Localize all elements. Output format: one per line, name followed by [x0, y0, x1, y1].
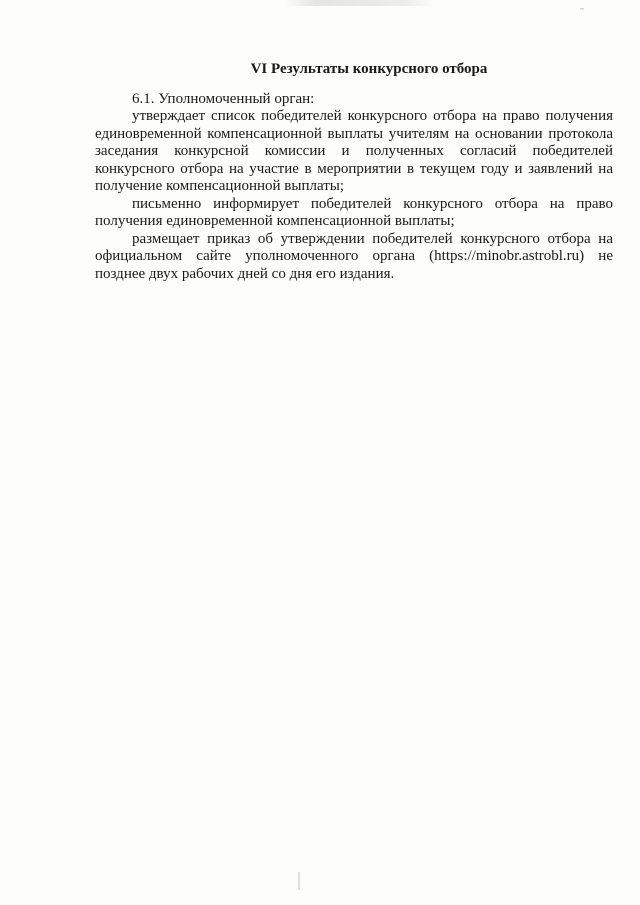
item-heading: 6.1. Уполномоченный орган:	[132, 91, 315, 107]
scan-artifact-corner: ,,	[580, 2, 584, 11]
scan-artifact-top	[285, 0, 435, 6]
paragraph-informs-winners: письменно информирует победителей конкурсного отбора на право получения единовременной компенсационной выплаты;	[95, 195, 613, 229]
section-title: VI Результаты конкурсного отбора	[250, 61, 488, 77]
document-body	[95, 60, 613, 283]
scan-artifact-bottom	[298, 872, 300, 890]
paragraph-publishes-order: размещает приказ об утверждении победителей конкурсного отбора на официальном сайте уполномоченного органа (https://minobr.astrobl.ru) не позднее двух рабочих дней со дня его издания.	[95, 230, 613, 282]
paragraph-approves-list: утверждает список победителей конкурсного отбора на право получения единовременной компенсационной выплаты учителям на основании протокола заседания конкурсной комиссии и полученных согласий победителей конкурсного отбора на участие в мероприятии в текущем году и заявлений на получение компенсационной выплаты;	[95, 108, 613, 194]
